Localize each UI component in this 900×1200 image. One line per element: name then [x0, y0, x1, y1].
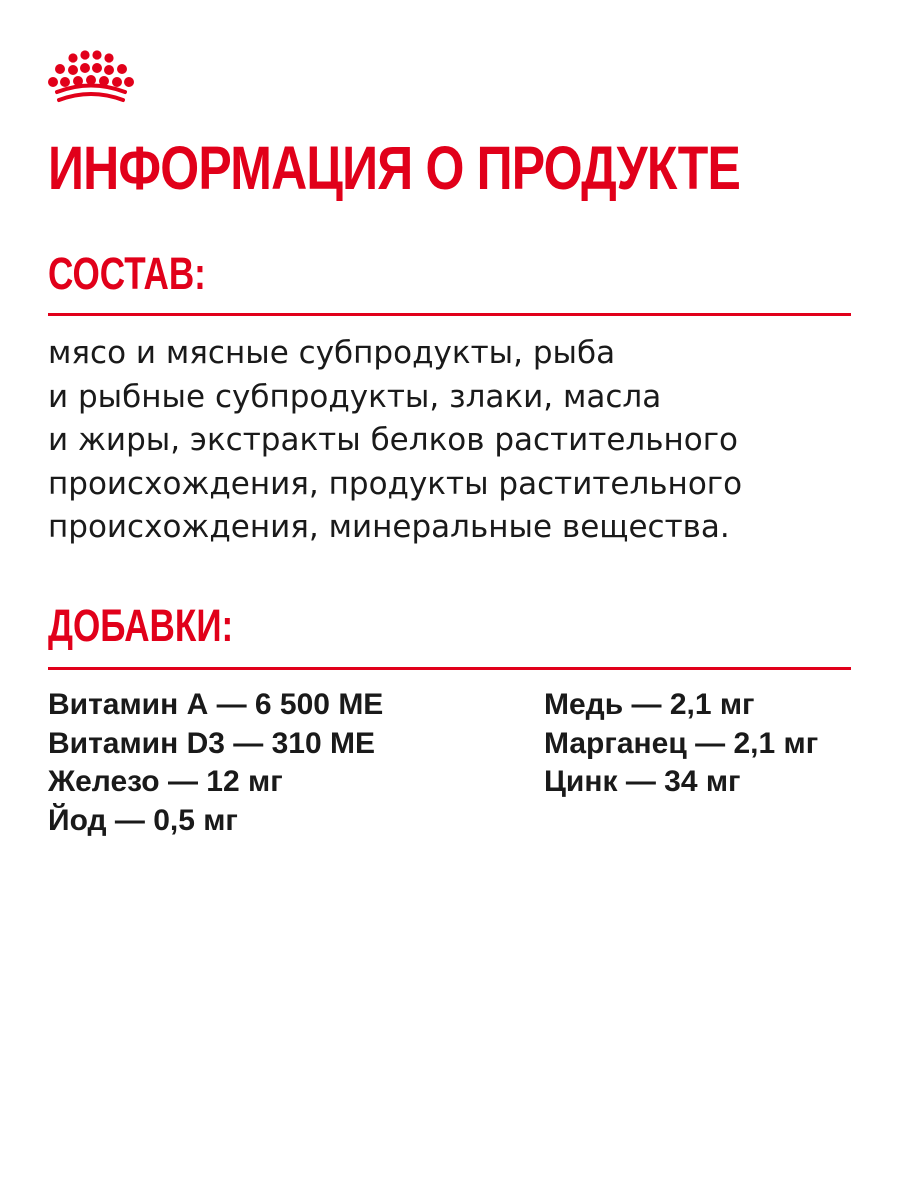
additives-list-left	[48, 686, 383, 840]
composition-line: мясо и мясные субпродукты, рыба	[48, 335, 616, 371]
composition-line: происхождения, минеральные вещества.	[48, 509, 730, 545]
composition-heading: СОСТАВ:	[48, 248, 206, 299]
composition-divider	[48, 313, 851, 316]
additive-item: Цинк — 34 мг	[544, 765, 741, 798]
additive-item: Йод — 0,5 мг	[48, 803, 238, 837]
additive-item: Марганец — 2,1 мг	[544, 726, 819, 760]
additive-item: Витамин А — 6 500 МЕ	[48, 688, 384, 721]
additives-divider	[48, 667, 851, 670]
composition-text	[48, 332, 868, 550]
page-title: ИНФОРМАЦИЯ О ПРОДУКТЕ	[48, 134, 741, 202]
crown-icon	[45, 48, 137, 106]
additives-heading: ДОБАВКИ:	[48, 600, 234, 651]
additive-item: Железо — 12 мг	[48, 765, 283, 798]
additive-item: Медь — 2,1 мг	[544, 688, 755, 721]
composition-line: происхождения, продукты растительного	[48, 465, 743, 502]
composition-line: и жиры, экстракты белков растительного	[48, 422, 739, 458]
additives-list-right	[544, 686, 818, 802]
additive-item: Витамин D3 — 310 МЕ	[48, 726, 375, 760]
composition-line: и рыбные субпродукты, злаки, масла	[48, 378, 662, 415]
